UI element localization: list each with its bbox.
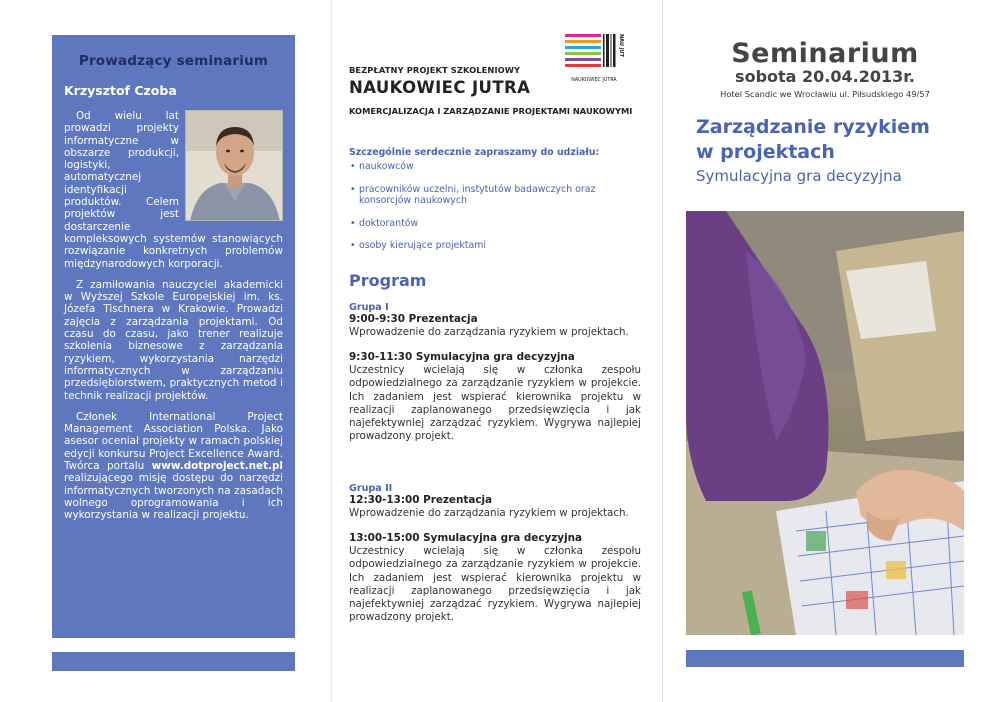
presenter-name: Krzysztof Czoba: [64, 83, 177, 98]
fold-line-left: [331, 0, 332, 702]
session-text: Wprowadzenie do zarządzania ryzykiem w projektach.: [349, 507, 629, 519]
audience-item: • pracowników uczelni, instytutów badawczych oraz konsorcjów naukowych: [349, 184, 641, 207]
left-footer-bar: [52, 652, 295, 671]
seminar-topic-subtitle: Symulacyjna gra decyzyjna: [696, 167, 902, 185]
session-title: 9:30-11:30 Symulacyjna gra decyzyjna: [349, 351, 575, 364]
presenter-photo: [185, 110, 283, 221]
seminar-date: sobota 20.04.2013r.: [735, 67, 915, 86]
audience-list: [349, 161, 641, 263]
naukowiec-jutra-logo: [563, 30, 625, 90]
group-label: Grupa I: [349, 302, 389, 313]
logo-caption: NAUKOWIEC JUTRA: [571, 78, 617, 83]
audience-item: • osoby kierujące projektami: [349, 240, 641, 252]
topic-line-2: w projektach: [696, 141, 835, 163]
group-1-schedule: [349, 302, 641, 443]
seminar-panel: [686, 38, 964, 185]
fold-line-right: [662, 0, 663, 702]
project-subtitle: KOMERCJALIZACJA I ZARZĄDZANIE PROJEKTAMI NAUKOWYMI: [349, 106, 633, 116]
session-text: Uczestnicy wcielają się w członka zespołu odpowiedzialnego za zarządzanie ryzykiem w projekcie. Ich zadaniem jest wspierać kierownika projektu w realizacji zaplanowanego przedsięwzięcia i jak najefektywniej zarządzać ryzykiem. Wygrywa najlepiej prowadzony projekt.: [349, 364, 641, 443]
group-label: Grupa II: [349, 483, 393, 494]
audience-item: • doktorantów: [349, 218, 641, 230]
bio-3-text-end: realizującego misję dostępu do narzędzi informatycznych tworzonych na zasadach wolnego oprogramowania i ich wykorzystania w realizacji projektu.: [64, 472, 283, 522]
session-text: Wprowadzenie do zarządzania ryzykiem w projektach.: [349, 326, 629, 338]
presenter-heading: Prowadzący seminarium: [78, 53, 269, 69]
logo-vertical-text: NAU JUT: [618, 34, 624, 58]
board-game-illustration: [686, 211, 964, 635]
presenter-panel: [52, 35, 295, 638]
program-heading: Program: [349, 271, 427, 290]
group-2-schedule: [349, 483, 641, 624]
board-game-photo: [686, 211, 964, 635]
seminar-place: Hotel Scandic we Wrocławiu ul. Piłsudskiego 49/57: [720, 89, 930, 99]
right-footer-bar: [686, 650, 964, 667]
bio-3-text: Członek International Project Management Association Polska. Jako asesor oceniał projekty w ramach polskiej edycji konkursu Project Excellence Award. Twórca portalu: [64, 410, 283, 473]
session-text: Uczestnicy wcielają się w członka zespołu odpowiedzialnego za zarządzanie ryzykiem w projekcie. Ich zadaniem jest wspierać kierownika projektu w realizacji zaplanowanego przedsięwzięcia i jak najefektywniej zarządzać ryzykiem. Wygrywa najlepiej prowadzony projekt.: [349, 545, 641, 624]
session-title: 12:30-13:00 Prezentacja: [349, 494, 493, 506]
dotproject-link[interactable]: www.dotproject.net.pl: [151, 460, 283, 473]
invite-text: Szczególnie serdecznie zapraszamy do udziału:: [349, 147, 600, 158]
portrait-illustration: [186, 111, 283, 221]
topic-line-1: Zarządzanie ryzykiem: [696, 116, 930, 138]
session-title: 13:00-15:00 Symulacyjna gra decyzyjna: [349, 532, 583, 545]
project-kicker: BEZPŁATNY PROJEKT SZKOLENIOWY: [349, 65, 521, 75]
presenter-bio-1: Od wielu lat prowadzi projekty informatyczne w obszarze produkcji, logistyki, automatycznej identyfikacji produktów. Celem projektów jest dostarczenie kompleksowych systemów stanowiących rozwiązanie konkretnych problemów międzynarodowych korporacji.: [64, 110, 283, 270]
seminar-title: Seminarium: [731, 38, 919, 69]
seminar-topic: [696, 115, 964, 165]
presenter-bio-2: Z zamiłowania nauczyciel akademicki w Wyższej Szkole Europejskiej im. ks. Józefa Tischnera w Krakowie. Prowadzi zajęcia z zarządzania projektami. Od czasu do czasu, jako trener realizuje szkolenia biznesowe z zarządzania ryzykiem, wykorzystania narzędzi informatycznych w zarządzaniu przedsiębiorstwem, praktycznych metod i technik realizacji projektów.: [64, 278, 283, 402]
audience-item: • naukowców: [349, 161, 641, 173]
session-title: 9:00-9:30 Prezentacja: [349, 313, 478, 325]
presenter-bio-3: [64, 411, 283, 522]
project-brand: NAUKOWIEC JUTRA: [349, 78, 531, 97]
